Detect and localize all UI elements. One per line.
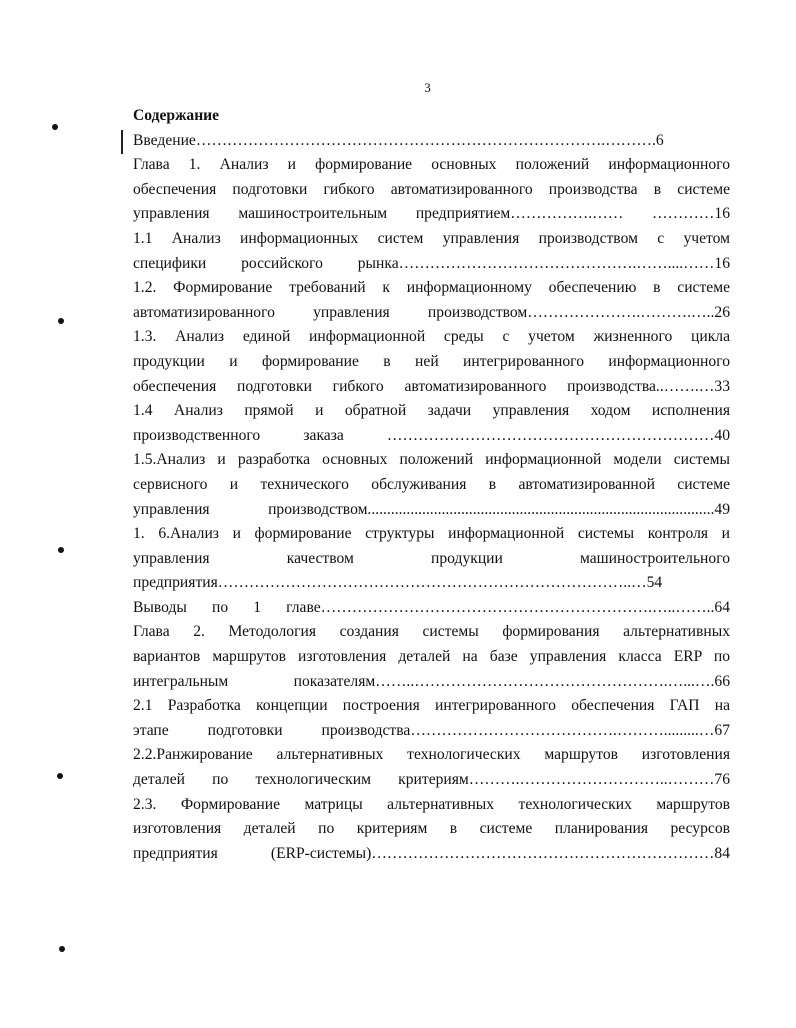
toc-line: продукции и формирование в ней интегрированного информационного [133,352,730,370]
toc-line: 2.3. Формирование матрицы альтернативных технологических маршрутов [133,795,730,813]
toc-line: 1.1 Анализ информационных систем управления производством с учетом [133,229,730,247]
toc-line: 1. 6.Анализ и формирование структуры информационной системы контроля и [133,525,730,543]
toc-line: обеспечения подготовки гибкого автоматизированного производства..…….…33 [133,377,730,395]
toc-line: изготовления деталей по критериям в системе планирования ресурсов [133,820,730,838]
toc-line: 2.2.Ранжирование альтернативных технологических маршрутов изготовления [133,746,730,764]
toc-entry [133,153,730,227]
table-of-contents [133,104,730,866]
toc-line: производственного заказа ………………………………………………………40 [133,426,730,444]
toc-line: специфики российского рынка……………………………………….……....……16 [133,254,730,272]
toc-entry [133,522,730,596]
toc-entries [133,129,730,867]
toc-entry [133,399,730,448]
toc-line: управления качеством продукции машиностроительного [133,549,730,567]
toc-entry [133,325,730,399]
toc-heading: Содержание [133,107,220,124]
toc-entry [133,743,730,792]
toc-line: предприятия……………………………………………………………………..…54 [133,574,663,592]
toc-entry [133,448,730,522]
toc-line: управления производством.........................................................................................49 [133,500,730,518]
toc-entry [133,694,730,743]
toc-line: 1.2. Формирование требований к информационному обеспечению в системе [133,279,730,297]
toc-line: 1.3. Анализ единой информационной среды с учетом жизненного цикла [133,328,730,346]
page-number: 3 [424,80,431,95]
scan-dot [58,547,64,553]
toc-line: Выводы по 1 главе……………………………………………………….…..……..64 [133,598,730,616]
toc-line: сервисного и технического обслуживания в автоматизированной системе [133,475,730,493]
margin-mark [121,130,123,154]
toc-line: вариантов маршрутов изготовления деталей на базе управления класса ERP по [133,648,730,666]
toc-line: этапе подготовки производства………………………………….……….........…67 [133,721,730,739]
toc-line: интегральным показателям……..………………………………………….…...….66 [133,672,730,690]
toc-line: автоматизированного управления производством………………….……….…..26 [133,303,730,321]
scan-dot [58,318,64,324]
scan-dot [52,124,58,130]
toc-line: управления машиностроительным предприятием…………….…… …………16 [133,205,730,223]
toc-entry [133,596,730,621]
toc-entry [133,227,730,276]
scan-dot [57,773,63,779]
toc-line: Глава 1. Анализ и формирование основных положений информационного [133,156,730,174]
toc-entry [133,129,730,154]
toc-line: 1.5.Анализ и разработка основных положений информационной модели системы [133,451,730,469]
toc-line: Введение…………………………………………………………………….……….6 [133,131,664,149]
toc-line: деталей по технологическим критериям……….………………………..………76 [133,771,730,789]
toc-entry [133,793,730,867]
toc-line: 2.1 Разработка концепции построения интегрированного обеспечения ГАП на [133,697,730,715]
toc-line: обеспечения подготовки гибкого автоматизированного производства в системе [133,180,730,198]
toc-line: Глава 2. Методология создания системы формирования альтернативных [133,623,730,641]
toc-line: 1.4 Анализ прямой и обратной задачи управления ходом исполнения [133,402,730,420]
scan-dot [59,946,65,952]
toc-entry [133,276,730,325]
toc-line: предприятия (ERP-системы)…………………………………………………………84 [133,844,730,862]
toc-entry [133,620,730,694]
